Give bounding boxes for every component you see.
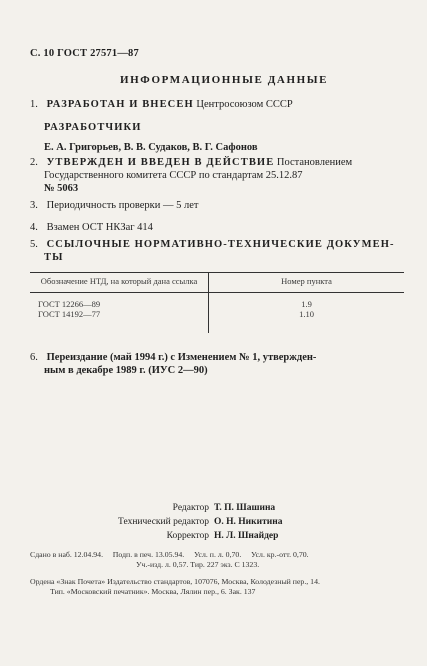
staff-role: Технический редактор [118, 517, 209, 527]
developers-names [44, 141, 258, 154]
imprint-line-2: Уч.-изд. л. 0,57. Тир. 227 экз. С 1323. [136, 560, 260, 569]
item-caps: ССЫЛОЧНЫЕ НОРМАТИВНО-ТЕХНИЧЕСКИЕ ДОКУМЕН- [46, 239, 395, 250]
item-number: 2. [30, 157, 38, 168]
section-title: ИНФОРМАЦИОННЫЕ ДАННЫЕ [120, 74, 329, 86]
table-row [30, 309, 404, 319]
staff-role: Корректор [166, 531, 209, 541]
item-4 [30, 221, 153, 234]
item-text: Центросоюзом СССР [196, 99, 293, 110]
ref-table-header-doc: Обозначение НТД, на который дана ссылка [30, 273, 209, 293]
staff-names [214, 501, 282, 543]
ref-clause: 1.9 [301, 299, 312, 309]
item-caps: РАЗРАБОТАН И ВНЕСЕН [46, 99, 194, 110]
staff-name: Н. Л. Шнайдер [214, 531, 279, 541]
item-2-line2: Государственного комитета СССР по стандартам 25.12.87 [44, 170, 303, 181]
item-3 [30, 199, 198, 212]
item-2-line3: № 5063 [44, 183, 79, 194]
item-5-line2: ТЫ [44, 252, 64, 263]
staff-name: О. Н. Никитина [214, 517, 283, 527]
item-caps: УТВЕРЖДЕН И ВВЕДЕН В ДЕЙСТВИЕ [46, 157, 275, 168]
ref-doc: ГОСТ 12266—89 [30, 299, 209, 309]
staff-roles [118, 501, 209, 543]
staff-role: Редактор [172, 503, 209, 513]
item-number: 5. [30, 239, 38, 250]
item-6 [30, 351, 316, 364]
page-header: С. 10 ГОСТ 27571—87 [30, 48, 139, 59]
developers-heading [44, 121, 141, 134]
item-text: Периодичность проверки — 5 лет [46, 200, 199, 211]
reference-table [30, 272, 404, 333]
ref-table-header-clause: Номер пункта [209, 273, 405, 293]
imprint-line-1: Сдано в наб. 12.04.94. Подп. в печ. 13.05.94. Усл. п. л. 0,70. Усл. кр.-отт. 0,70. [30, 550, 309, 559]
item-number: 4. [30, 222, 38, 233]
table-row [30, 299, 404, 309]
item-1 [30, 98, 293, 111]
item-text: Постановлением [276, 157, 353, 168]
ref-doc: ГОСТ 14192—77 [30, 309, 209, 319]
item-number: 3. [30, 200, 38, 211]
item-number: 6. [30, 352, 38, 363]
publisher-line-1: Ордена «Знак Почета» Издательство стандартов, 107076, Москва, Колодезный пер., 14. [30, 577, 320, 586]
item-5 [30, 238, 395, 251]
item-number: 1. [30, 99, 38, 110]
ref-clause: 1.10 [299, 309, 314, 319]
item-text: Взамен ОСТ НКЗаг 414 [46, 222, 153, 233]
item-text: Е. А. Григорьев, В. В. Судаков, В. Г. Сафонов [44, 142, 258, 153]
item-6-line2: ным в декабре 1989 г. (ИУС 2—90) [44, 365, 208, 376]
staff-name: Т. П. Шашина [214, 503, 276, 513]
item-text: Переиздание (май 1994 г.) с Изменением № 1, утвержден- [46, 352, 317, 363]
publisher-line-2: Тип. «Московский печатник». Москва, Лялин пер., 6. Зак. 137 [50, 587, 256, 596]
item-2 [30, 156, 352, 169]
item-caps: РАЗРАБОТЧИКИ [44, 122, 142, 133]
